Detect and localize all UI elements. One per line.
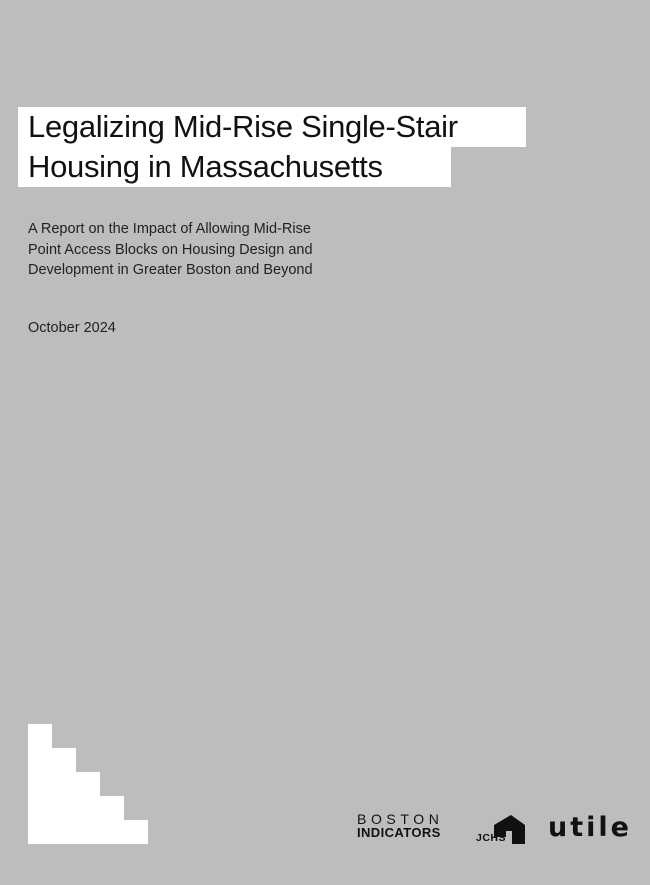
subtitle-line-1: A Report on the Impact of Allowing Mid-Rise xyxy=(28,221,311,237)
subtitle xyxy=(28,219,368,281)
title-line-2: Housing in Massachusetts xyxy=(18,147,451,187)
jchs-text: JCHS xyxy=(476,832,507,844)
boston-indicators-line2: INDICATORS xyxy=(357,825,441,840)
subtitle-line-2: Point Access Blocks on Housing Design and xyxy=(28,241,313,258)
report-date: October 2024 xyxy=(28,320,116,336)
jchs-logo xyxy=(476,813,526,845)
logo-bar xyxy=(0,810,650,850)
utile-logo: utile xyxy=(548,812,632,843)
subtitle-line-3: Development in Greater Boston and Beyond xyxy=(28,262,313,278)
title-line-1: Legalizing Mid-Rise Single-Stair xyxy=(18,107,526,147)
boston-indicators-line1: BOSTON xyxy=(357,811,444,827)
boston-indicators-logo xyxy=(357,812,443,840)
